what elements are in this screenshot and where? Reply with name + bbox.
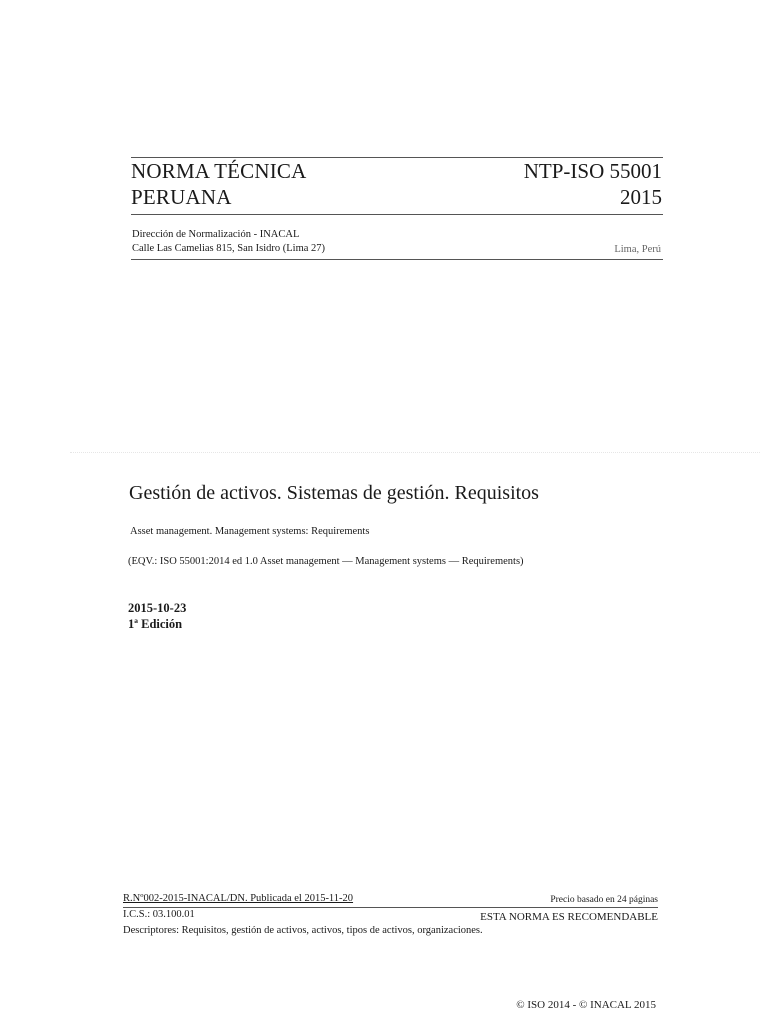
document-type-title (131, 158, 306, 210)
approval-date: 2015-10-23 (128, 601, 187, 615)
header-middle-rule (131, 214, 663, 215)
scan-artifact-line (70, 452, 760, 453)
descriptors: Descriptores: Requisitos, gestión de activos, activos, tipos de activos, organizaciones. (123, 925, 483, 936)
publisher-street: Calle Las Camelias 815, San Isidro (Lima 27) (132, 243, 326, 254)
equivalence-note: (EQV.: ISO 55001:2014 ed 1.0 Asset management — Management systems — Requirements) (128, 556, 524, 567)
standard-code-line1: NTP-ISO 55001 (523, 159, 662, 183)
edition-label: 1ª Edición (128, 617, 183, 631)
publisher-name: Dirección de Normalización - INACAL (132, 229, 300, 240)
ics-code: I.C.S.: 03.100.01 (123, 909, 195, 920)
publisher-address (132, 228, 325, 256)
footer-rule (123, 907, 658, 908)
publisher-city: Lima, Perú (614, 244, 661, 255)
recommendation-status: ESTA NORMA ES RECOMENDABLE (480, 911, 658, 923)
standard-title-english: Asset management. Management systems: Requirements (130, 526, 370, 537)
header-bottom-rule (131, 259, 663, 260)
approval-block (128, 600, 186, 632)
document-type-line1: NORMA TÉCNICA (131, 159, 307, 183)
price-note: Precio basado en 24 páginas (550, 895, 658, 905)
resolution-note: R.Nº002-2015-INACAL/DN. Publicada el 2015-11-20 (123, 893, 354, 904)
standard-code (524, 158, 662, 210)
copyright-notice: © ISO 2014 - © INACAL 2015 (516, 999, 656, 1011)
standard-title: Gestión de activos. Sistemas de gestión. Requisitos (129, 482, 539, 504)
standard-code-year: 2015 (620, 185, 662, 209)
document-type-line2: PERUANA (131, 185, 232, 209)
